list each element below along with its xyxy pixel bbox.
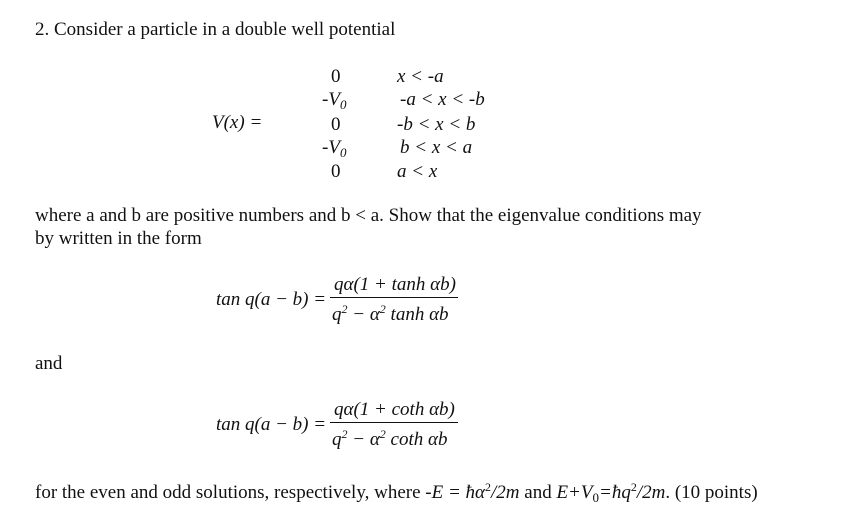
equation-1-numerator: qα(1 + tanh αb): [334, 274, 456, 295]
potential-value: 0: [331, 114, 341, 135]
footer-sentence: for the even and odd solutions, respectively, where $-E = ħ\alpha^2/2m$ and $E+V_0=ħq^2/2m$. (10 points): [35, 480, 758, 505]
paragraph-line-1: where a and b are positive numbers and b < a. Show that the eigenvalue conditions may: [35, 205, 702, 226]
equation-2-lhs: tan q(a − b) =: [216, 414, 327, 435]
potential-condition: x < -a: [397, 66, 444, 87]
potential-condition: -b < x < b: [397, 114, 476, 135]
potential-value: $-V_0$: [322, 89, 347, 112]
equation-2-numerator: qα(1 + coth αb): [334, 399, 455, 420]
potential-value: 0: [331, 66, 341, 87]
equation-1-lhs: tan q(a − b) =: [216, 289, 327, 310]
connector-and: and: [35, 353, 63, 374]
potential-condition: -a < x < -b: [400, 89, 485, 110]
equation-2-denominator: $q^2 - \alpha^2$ coth αb: [332, 427, 448, 450]
potential-condition: a < x: [397, 161, 438, 182]
potential-value: $-V_0$: [322, 137, 347, 160]
potential-lhs: V(x) =: [212, 112, 263, 133]
problem-heading: 2. Consider a particle in a double well potential: [35, 19, 396, 40]
potential-condition: b < x < a: [400, 137, 473, 158]
equation-1-denominator: $q^2 - \alpha^2$ tanh αb: [332, 302, 449, 325]
potential-value: 0: [331, 161, 341, 182]
equation-1-fraction-bar: [330, 297, 458, 298]
equation-2-fraction-bar: [330, 422, 458, 423]
paragraph-line-2: by written in the form: [35, 228, 202, 249]
